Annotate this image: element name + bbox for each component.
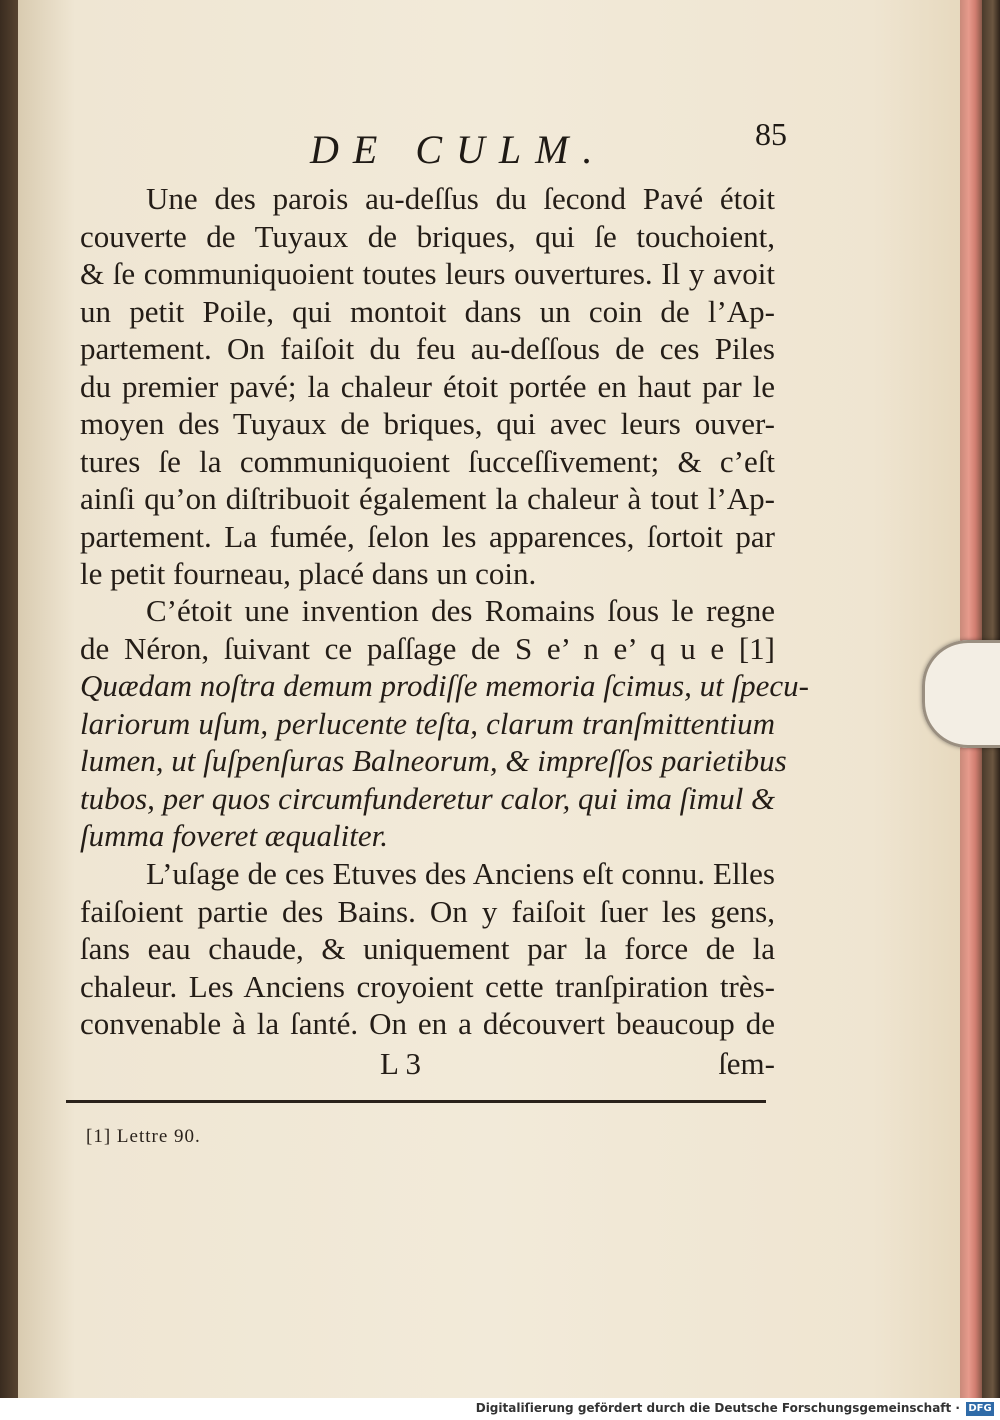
latin-quote-line: lariorum uſum, perlucente teſta, clarum tranſmittentium <box>80 705 775 741</box>
footnote-rule <box>66 1100 766 1103</box>
text-line: couverte de Tuyaux de briques, qui ſe touchoient, <box>80 218 775 254</box>
credit-strip <box>0 1398 1000 1420</box>
text-line: convenable à la ſanté. On en a découvert beaucoup de <box>80 1006 775 1041</box>
text-line: tures ſe la communiquoient ſucceſſivement; & c’eſt <box>80 443 775 479</box>
dfg-logo-icon: DFG <box>966 1402 994 1416</box>
text-line: Une des parois au-deſſus du ſecond Pavé étoit <box>146 181 775 216</box>
credit-text: Digitaliſierung gefördert durch die Deutsche Forschungsgemeinschaft · <box>475 1401 960 1415</box>
paragraph-3 <box>80 855 775 1043</box>
text-line: & ſe communiquoient toutes leurs ouvertures. Il y avoit <box>80 256 775 291</box>
text-line: moyen des Tuyaux de briques, qui avec leurs ouver- <box>80 406 775 441</box>
text-line: ainſi qu’on diſtribuoit également la chaleur à tout l’Ap- <box>80 481 775 516</box>
text-line: ſans eau chaude, & uniquement par la force de la <box>80 931 775 966</box>
text-line: partement. La fumée, ſelon les apparences, ſortoit par <box>80 518 775 554</box>
latin-quote-line: tubos, per quos circumfunderetur calor, qui ima ſimul & <box>80 780 776 816</box>
text-line: de Néron, ſuivant ce paſſage de S e’ n e’ q u e [1] <box>80 630 775 666</box>
footnote: [1] Lettre 90. <box>86 1126 201 1147</box>
paragraph-1 <box>80 180 775 593</box>
text-line: faiſoient partie des Bains. On y faiſoit ſuer les gens, <box>80 893 775 929</box>
text-line: chaleur. Les Anciens croyoient cette tranſpiration très- <box>80 968 775 1004</box>
catchword: ſem- <box>718 1046 775 1081</box>
text-line: le petit fourneau, placé dans un coin. <box>80 556 537 591</box>
text-line: partement. On faiſoit du feu au-deſſous de ces Piles <box>80 331 775 366</box>
text-line: L’uſage de ces Etuves des Anciens eſt connu. Elles <box>146 856 775 891</box>
text-line: du premier pavé; la chaleur étoit portée en haut par le <box>80 368 775 404</box>
catchline <box>80 1046 775 1086</box>
paragraph-2 <box>80 592 809 855</box>
text-line: C’étoit une invention des Romains ſous le regne <box>146 593 775 628</box>
text-line: un petit Poile, qui montoit dans un coin de l’Ap- <box>80 293 775 329</box>
latin-quote-line: ſumma foveret æqualiter. <box>80 818 388 853</box>
signature-mark: L 3 <box>380 1046 422 1081</box>
running-head: DE CULM. <box>310 127 607 172</box>
latin-quote-line: Quædam noſtra demum prodiſſe memoria ſcimus, ut ſpecu- <box>80 668 809 703</box>
scanner-thumb-tab <box>922 640 1000 748</box>
latin-quote-line: lumen, ut ſuſpenſuras Balneorum, & impreſſos parietibus <box>80 743 787 778</box>
page-number: 85 <box>755 116 787 152</box>
